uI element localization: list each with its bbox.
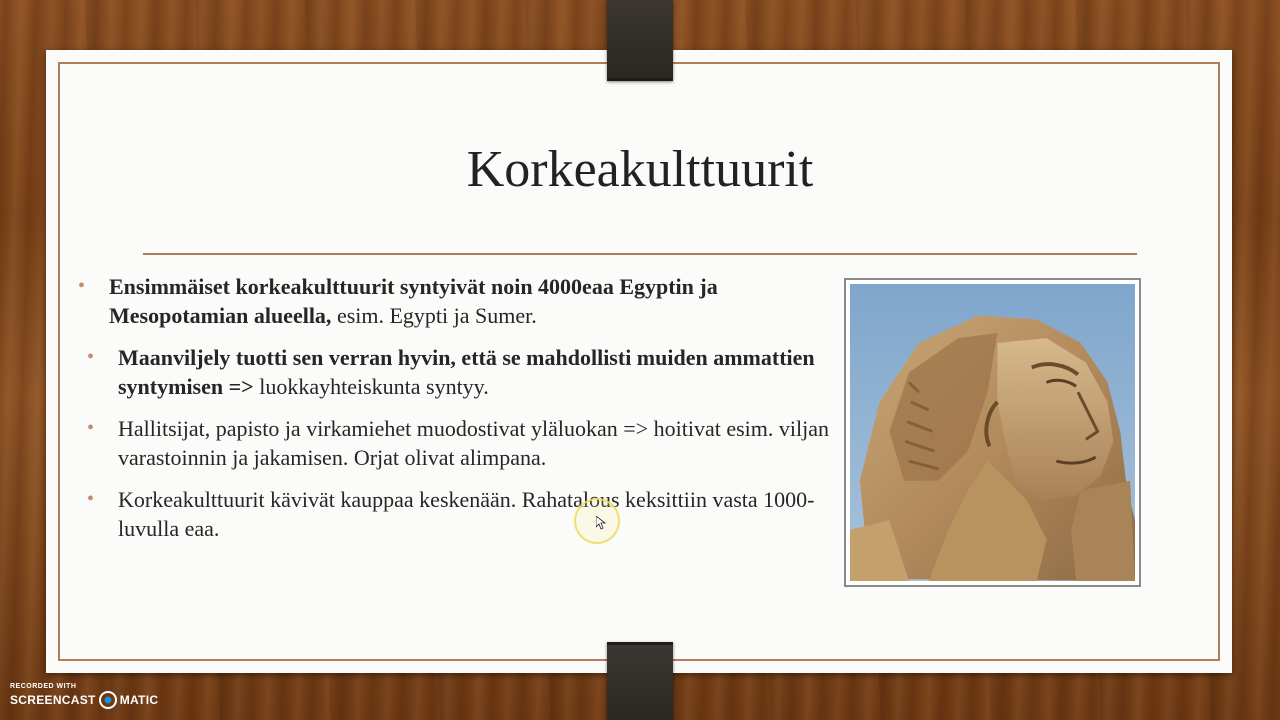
- bullet-bold-text: Maanviljely tuotti sen verran hyvin, että se mahdollisti muiden ammattien syntymisen =>: [118, 345, 815, 399]
- binder-clip-bottom: [607, 642, 673, 720]
- sphinx-photo-icon: [850, 284, 1135, 581]
- title-divider: [143, 253, 1137, 255]
- bullet-list: [78, 272, 838, 543]
- bullet-dot-icon: •: [87, 488, 95, 510]
- bullet-dot-icon: •: [87, 417, 95, 439]
- bullet-text: esim. Egypti ja Sumer.: [331, 303, 537, 328]
- bullet-dot-icon: •: [87, 346, 95, 368]
- bullet-item: [78, 485, 838, 543]
- watermark-brand-right: MATIC: [119, 693, 159, 707]
- bullet-item: [78, 343, 838, 401]
- bullet-text: Hallitsijat, papisto ja virkamiehet muodostivat yläluokan => hoitivat esim. viljan varastoinnin ja jakamisen. Orjat olivat alimpana.: [118, 416, 829, 470]
- watermark-brand: [10, 691, 158, 709]
- sphinx-image: [844, 278, 1141, 587]
- bullet-text: Korkeakulttuurit kävivät kauppaa keskenään. Rahatalous keksittiin vasta 1000-luvulla eaa.: [118, 487, 815, 541]
- bullet-bold-text: Ensimmäiset korkeakulttuurit syntyivät noin 4000eaa Egyptin ja Mesopotamian alueella,: [109, 274, 718, 328]
- bullet-text: luokkayhteiskunta syntyy.: [253, 374, 489, 399]
- mouse-cursor-icon: [596, 516, 606, 530]
- screencast-logo-icon: [99, 691, 117, 709]
- screencast-watermark: [10, 683, 158, 709]
- binder-clip-top: [607, 0, 673, 81]
- watermark-caption: RECORDED WITH: [10, 683, 77, 690]
- bullet-dot-icon: •: [78, 275, 86, 297]
- bullet-item: [78, 272, 838, 330]
- watermark-brand-left: SCREENCAST: [10, 693, 96, 707]
- bullet-item: [78, 414, 838, 472]
- slide-title: Korkeakulttuurit: [466, 141, 814, 198]
